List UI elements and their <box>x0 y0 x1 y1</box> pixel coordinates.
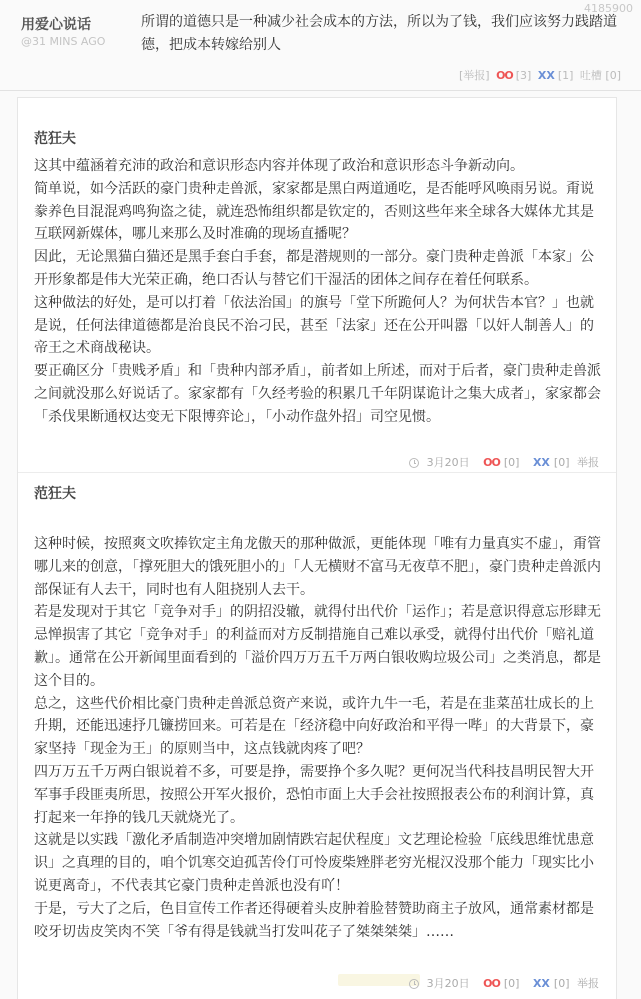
report-link[interactable]: 举报 <box>577 456 599 469</box>
main-post <box>0 0 641 90</box>
oo-count: [3] <box>515 69 532 82</box>
post-text: 所谓的道德只是一种减少社会成本的方法，所以为了钱，我们应该努力践踏道德，把成本转嫁给别人 <box>141 14 617 53</box>
comment-date: 3月20日 <box>426 456 470 469</box>
report-link[interactable]: 举报 <box>577 977 599 990</box>
oo-count: [0] <box>503 456 520 469</box>
comment-paragraph: 若是发现对于其它「竞争对手」的阴招没辙，就得付出代价「运作」；若是意识得意忘形肆无忌惮损害了其它「竞争对手」的利益而对方反制措施自己难以承受，就得付出代价「赔礼道歉」。通常在公开新闻里面看到的「溢价四万万五千万两白银收购垃圾公司」之类消息，都是这个目的。 <box>34 604 601 689</box>
comment-paragraph: 这就是以实践「激化矛盾制造冲突增加剧情跌宕起伏程度」文艺理论检验「底线思维忧患意识」之真理的目的，咱个饥寒交迫孤苦伶仃可怜废柴矬胖老穷光棍汉没那个能力「现实比小说更离奇」，不代表其它豪门贵种走兽派也没有吖！ <box>34 832 594 894</box>
post-actions <box>456 67 621 83</box>
comment-footer <box>405 975 599 991</box>
comment-list <box>17 97 617 999</box>
comment-paragraph: 这种做法的好处，是可以打着「依法治国」的旗号「堂下所跪何人？为何状告本官？」也就是说，任何法律道德都是治良民不治刁民，甚至「法家」还在公开叫嚣「以奸人制善人」的帝王之术商战秘诀。 <box>34 294 594 357</box>
post-id: 4185900 <box>584 2 633 15</box>
comment-paragraph: 四万万五千万两白银说着不多，可要是挣，需要挣个多久呢？更何况当代科技昌明民智大开军事手段匪夷所思，按照公开军火报价，恐怕市面上大手会社按照报表公布的利润计算，真打起来一年挣的钱几天就烧光了。 <box>34 763 594 826</box>
comment-body <box>34 533 602 943</box>
xx-vote-button[interactable]: XX <box>532 456 550 469</box>
oo-vote-button[interactable]: OO <box>496 69 513 82</box>
comment-paragraph: 这种时候，按照爽文吹捧钦定主角龙傲天的那种做派，更能体现「唯有力量真实不虚」，甭管哪儿来的创意，「撑死胆大的饿死胆小的」「人无横财不富马无夜草不肥」，豪门贵种走兽派内部保证有人去干，同时也有人阻挠别人去干。 <box>34 536 601 598</box>
comment-paragraph: 总之，这些代价相比豪门贵种走兽派总资产来说，或许九牛一毛，若是在韭菜茁壮成长的上升期，还能迅速抒几镰捞回来。可若是在「经济稳中向好政治和平得一哔」的大背景下，豪家坚持「现金为王」的原则当中，这点钱就肉疼了吧？ <box>34 695 594 758</box>
comment-date: 3月20日 <box>426 977 470 990</box>
clock-icon <box>409 458 419 468</box>
oo-vote-button[interactable]: OO <box>483 977 500 990</box>
comment-author[interactable]: 范狂夫 <box>34 131 76 147</box>
comment-paragraph: 因此，无论黑猫白猫还是黑手套白手套，都是潜规则的一部分。豪门贵种走兽派「本家」公开形象都是伟大光荣正确，绝口否认与替它们干湿活的团体之间存在着任何联系。 <box>34 249 594 288</box>
xx-count: [0] <box>553 977 570 990</box>
comment-paragraph: 简单说，如今活跃的豪门贵种走兽派，家家都是黑白两道通吃，是否能呼风唤雨另说。甭说豢养色目混混鸡鸣狗盗之徒，就连恐怖组织都是钦定的，否则这些年来全球各大媒体尤其是互联网新媒体，哪儿来那么及时准确的现场直播呢？ <box>34 180 594 243</box>
post-timestamp: @31 MINS AGO <box>21 35 106 48</box>
comment-footer <box>405 454 599 470</box>
comment-paragraph: 这其中蕴涵着充沛的政治和意识形态内容并体现了政治和意识形态斗争新动向。 <box>34 158 524 174</box>
xx-count: [1] <box>557 69 574 82</box>
tucao-link[interactable]: 吐槽 [0] <box>579 69 621 82</box>
clock-icon <box>409 979 419 989</box>
xx-count: [0] <box>553 456 570 469</box>
comment-paragraph: 于是，亏大了之后，色目宣传工作者还得硬着头皮肿着脸替赞助商主子放风，通常素材都是咬牙切齿皮笑肉不笑「爷有得是钱就当打发叫花子了桀桀桀桀」…… <box>34 900 594 940</box>
xx-vote-button[interactable]: XX <box>532 977 550 990</box>
oo-vote-button[interactable]: OO <box>483 456 500 469</box>
post-divider <box>0 90 641 91</box>
oo-count: [0] <box>503 977 520 990</box>
comment-body <box>34 155 602 429</box>
comment-paragraph: 要正确区分「贵贱矛盾」和「贵种内部矛盾」，前者如上所述，而对于后者，豪门贵种走兽派之间就没那么好说话了。家家都有「久经考验的积累几千年阴谋诡计之集大成者」，家家都会「杀伐果断通权达变无下限博弈论」，「小动作盘外招」司空见惯。 <box>34 363 601 425</box>
report-link[interactable]: [举报] <box>458 69 490 82</box>
comment-author[interactable]: 范狂夫 <box>34 486 76 502</box>
comment-separator <box>18 472 616 473</box>
xx-vote-button[interactable]: XX <box>537 69 555 82</box>
post-author[interactable]: 用爱心说话 <box>21 17 91 33</box>
